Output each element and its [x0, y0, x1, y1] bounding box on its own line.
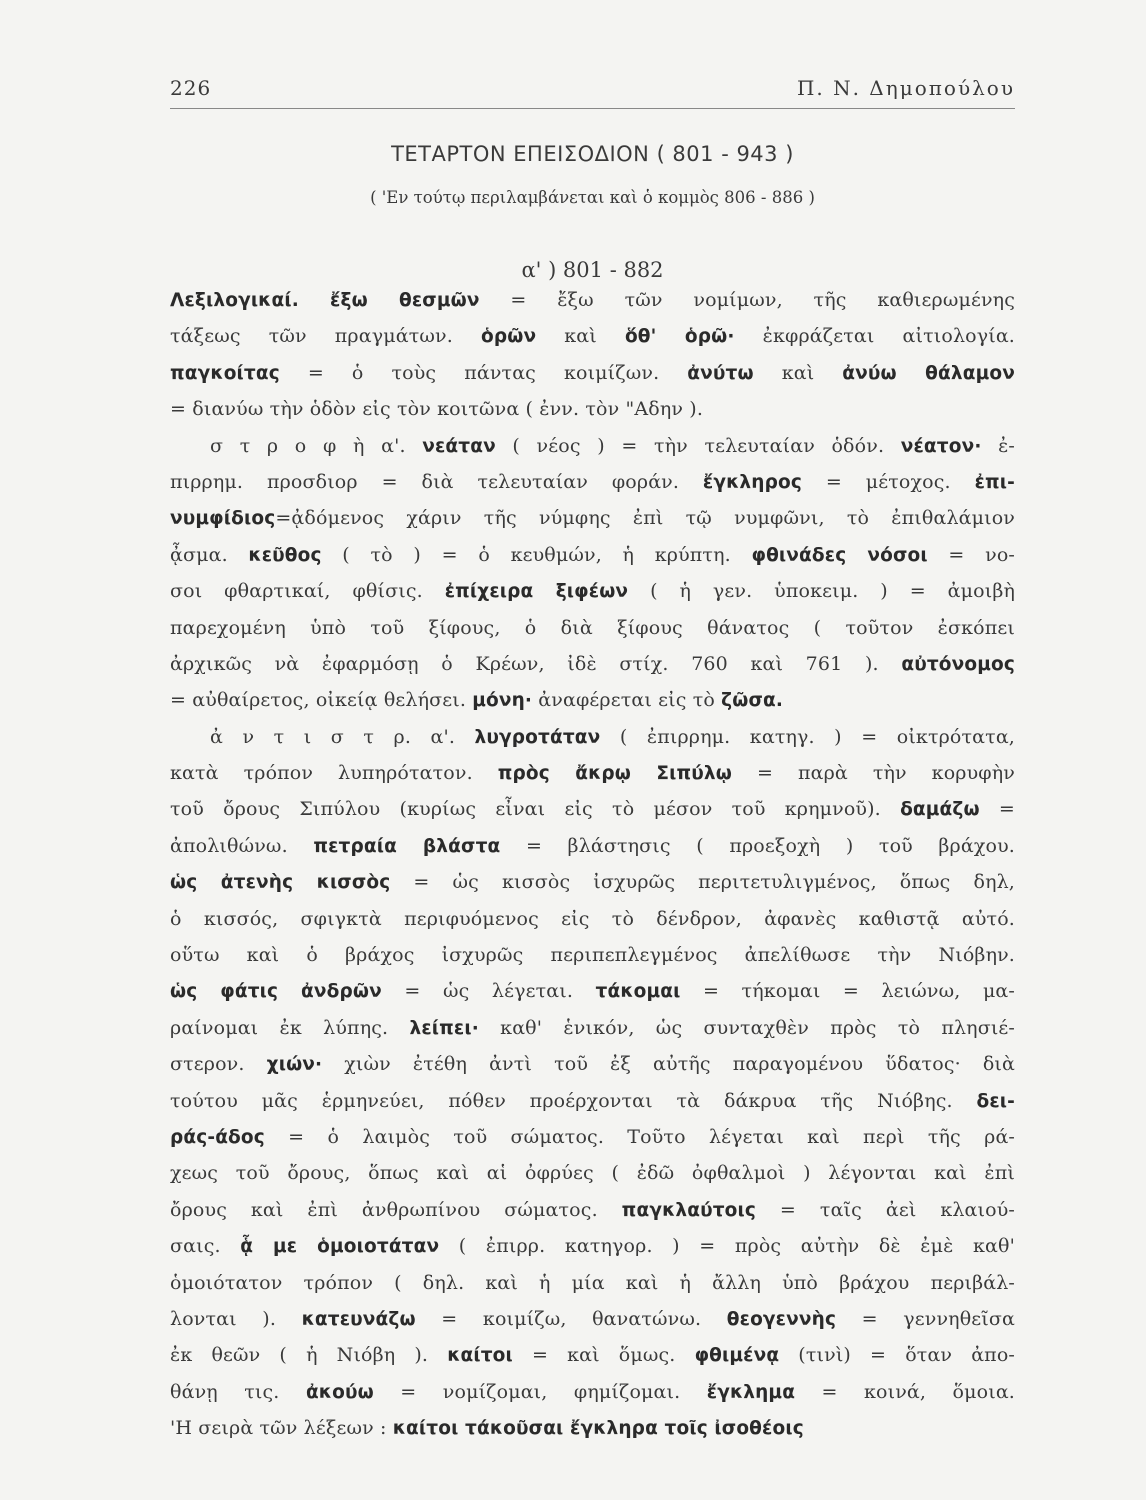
- gloss-text: σ τ ρ ο φ ὴ α'.: [210, 434, 423, 457]
- page-header: [170, 72, 1015, 108]
- gloss-text: = καὶ ὅμως.: [512, 1344, 695, 1367]
- lemma-term: ράς-άδος: [170, 1126, 265, 1148]
- gloss-text: ὄρους καὶ ἐπὶ ἀνθρωπίνου σώματος.: [170, 1198, 622, 1221]
- gloss-text: στερον.: [170, 1053, 267, 1076]
- text-line: [170, 1228, 1015, 1264]
- lemma-term: χιών·: [266, 1054, 323, 1076]
- gloss-text: = ὡς κισσὸς ἰσχυρῶς περιτετυλιγμένος, ὅπως δηλ,: [390, 871, 1015, 894]
- chapter-subtitle: ( 'Εν τούτῳ περιλαμβάνεται καὶ ὁ κομμὸς 806 - 886 ): [370, 188, 815, 207]
- gloss-text: ὁμοιότατον τρόπον ( δηλ. καὶ ἡ μία καὶ ἡ ἄλλη ὑπὸ βράχου περιβάλ-: [170, 1271, 1015, 1294]
- lemma-term: θεογεννὴς: [726, 1308, 837, 1330]
- lemma-term: ὁρῶν: [480, 326, 537, 348]
- lemma-term: λείπει·: [409, 1017, 479, 1039]
- text-line: [170, 1301, 1015, 1337]
- gloss-text: ἀναφέρεται εἰς τὸ: [532, 689, 722, 712]
- gloss-text: χιὼν ἐτέθη ἀντὶ τοῦ ἐξ αὐτῆς παραγομένου ὕδατος· διὰ: [322, 1053, 1015, 1076]
- gloss-text: ( ἡ γεν. ὑποκειμ. ) = ἀμοιβὴ: [628, 580, 1015, 603]
- lemma-term: ἐπι-: [974, 471, 1015, 493]
- text-line: [170, 1192, 1015, 1228]
- text-line: [170, 1265, 1015, 1301]
- gloss-text: = ὁ τοὺς πάντας κοιμίζων.: [279, 361, 688, 384]
- gloss-text: = ὁ λαιμὸς τοῦ σώματος. Τοῦτο λέγεται καὶ περὶ τῆς ρά-: [264, 1125, 1015, 1148]
- lemma-term: ζῶσα.: [721, 690, 784, 712]
- lemma-term: καίτοι: [447, 1345, 513, 1367]
- gloss-text: οὕτω καὶ ὁ βράχος ἰσχυρῶς περιπεπλεγμένος ἀπελίθωσε τὴν Νιόβην.: [170, 944, 1015, 967]
- lemma-term: φθιμένᾳ: [694, 1345, 780, 1367]
- gloss-text: χεως τοῦ ὄρους, ὅπως καὶ αἱ ὀφρύες ( ἐδῶ ὀφθαλμοὶ ) λέγονται καὶ ἐπὶ: [170, 1162, 1015, 1185]
- gloss-text: ραίνομαι ἐκ λύπης.: [170, 1016, 410, 1039]
- lemma-term: κατευνάζω: [301, 1308, 416, 1330]
- gloss-text: καὶ: [753, 361, 843, 384]
- lemma-term: ἐπίχειρα ξιφέων: [444, 581, 629, 603]
- gloss-text: ἐκ θεῶν ( ἡ Νιόβη ).: [170, 1344, 448, 1367]
- gloss-text: = ἔξω τῶν νομίμων, τῆς καθιερωμένης: [479, 289, 1015, 311]
- text-line: [170, 1083, 1015, 1119]
- chapter-title: ΤΕΤΑΡΤΟΝ ΕΠΕΙΣΟΔΙΟΝ ( 801 - 943 ): [391, 142, 794, 166]
- gloss-text: ἀ ν τ ι σ τ ρ. α'.: [210, 725, 475, 748]
- gloss-text: ἀρχικῶς νὰ ἐφαρμόσῃ ὁ Κρέων, ἰδὲ στίχ. 760 καὶ 761 ).: [170, 652, 902, 675]
- text-line: [170, 1119, 1015, 1155]
- gloss-text: τάξεως τῶν πραγμάτων.: [170, 325, 481, 348]
- text-line: [170, 1374, 1015, 1410]
- running-head: Π. Ν. Δημοπούλου: [796, 76, 1015, 100]
- gloss-text: τούτου μᾶς ἑρμηνεύει, πόθεν προέρχονται τὰ δάκρυα τῆς Νιόβης.: [170, 1089, 977, 1112]
- lemma-term: ἔγκλημα: [706, 1381, 796, 1403]
- text-line: [170, 610, 1015, 646]
- gloss-text: = ὡς λέγεται.: [381, 980, 596, 1003]
- section-label: α' ) 801 - 882: [521, 258, 664, 282]
- gloss-text: καὶ: [536, 325, 625, 348]
- text-line: [170, 755, 1015, 791]
- header-rule: [170, 108, 1015, 109]
- lemma-term: παγκλαύτοις: [621, 1199, 757, 1221]
- gloss-text: παρεχομένη ὑπὸ τοῦ ξίφους, ὁ διὰ ξίφους θάνατος ( τοῦτον ἐσκόπει: [170, 616, 1015, 639]
- lemma-term: παγκοίτας: [170, 362, 280, 384]
- lemma-term: Λεξιλογικαί.: [170, 290, 331, 311]
- lemma-term: νυμφίδιος: [170, 508, 276, 530]
- gloss-text: ( ἐπιρρημ. κατηγ. ) = οἰκτρότατα,: [600, 725, 1015, 748]
- gloss-text: σοι φθαρτικαί, φθίσις.: [170, 580, 445, 603]
- lemma-term: νεάταν: [422, 435, 496, 457]
- lemma-term: ἀνύω θάλαμον: [842, 362, 1015, 384]
- gloss-text: πιρρημ. προσδιορ = διὰ τελευταίαν φοράν.: [170, 470, 703, 493]
- text-line: [170, 464, 1015, 500]
- commentary-text: [170, 282, 1015, 1447]
- gloss-text: σαις.: [170, 1235, 241, 1258]
- gloss-text: = κοιμίζω, θανατώνω.: [415, 1307, 727, 1330]
- lemma-term: αὐτόνομος: [901, 653, 1015, 675]
- lemma-term: ἔξω θεσμῶν: [330, 290, 480, 311]
- gloss-text: ᾆσμα.: [170, 543, 249, 566]
- text-line: [170, 500, 1015, 536]
- lemma-term: ᾇ με ὁμοιοτάταν: [240, 1236, 440, 1258]
- lemma-term: ὅθ' ὁρῶ·: [624, 326, 735, 348]
- page-number: 226: [170, 76, 212, 100]
- text-line: [170, 646, 1015, 682]
- lemma-term: πρὸς ἄκρῳ Σιπύλῳ: [497, 763, 733, 785]
- gloss-text: = μέτοχος.: [801, 470, 975, 493]
- gloss-text: ὁ κισσός, σφιγκτὰ περιφυόμενος εἰς τὸ δένδρον, ἀφανὲς καθιστᾷ αὐτό.: [170, 907, 1015, 930]
- text-line: [170, 828, 1015, 864]
- lemma-term: φθινάδες νόσοι: [751, 544, 928, 566]
- gloss-text: (τινὶ) = ὅταν ἀπο-: [779, 1344, 1015, 1367]
- gloss-text: = αὐθαίρετος, οἰκείᾳ θελήσει.: [170, 689, 473, 712]
- text-line: [170, 937, 1015, 973]
- gloss-text: καθ' ἑνικόν, ὡς συνταχθὲν πρὸς τὸ πλησιέ-: [478, 1016, 1015, 1039]
- text-line: [170, 1155, 1015, 1191]
- text-line: [170, 719, 1015, 755]
- text-line: [170, 1337, 1015, 1373]
- gloss-text: κατὰ τρόπον λυπηρότατον.: [170, 762, 498, 785]
- gloss-text: ( ἐπιρρ. κατηγορ. ) = πρὸς αὐτὴν δὲ ἐμὲ καθ': [439, 1235, 1015, 1258]
- lemma-term: λυγροτάταν: [474, 726, 601, 748]
- text-line: [170, 1010, 1015, 1046]
- text-line: [170, 537, 1015, 573]
- lemma-term: ἀκούω: [305, 1381, 374, 1403]
- text-line: [170, 282, 1015, 318]
- gloss-text: θάνῃ τις.: [170, 1380, 306, 1403]
- gloss-text: = γεννηθεῖσα: [836, 1307, 1015, 1330]
- gloss-text: = ταῖς ἀεὶ κλαιού-: [756, 1198, 1015, 1221]
- gloss-text: ( τὸ ) = ὁ κευθμών, ἡ κρύπτη.: [321, 543, 752, 566]
- gloss-text: ἀπολιθώνω.: [170, 834, 314, 857]
- gloss-text: ἐκφράζεται αἰτιολογία.: [734, 325, 1015, 348]
- lemma-term: ἔγκληρος: [702, 471, 802, 493]
- lemma-term: κεῦθος: [248, 544, 322, 566]
- gloss-text: 'Η σειρὰ τῶν λέξεων :: [170, 1417, 393, 1440]
- gloss-text: ( νέος ) = τὴν τελευταίαν ὁδόν.: [495, 434, 901, 457]
- text-line: [170, 355, 1015, 391]
- lemma-term: μόνη·: [472, 690, 533, 712]
- gloss-text: = βλάστησις ( προεξοχὴ ) τοῦ βράχου.: [500, 834, 1015, 857]
- text-line: [170, 1410, 1015, 1446]
- gloss-text: = παρὰ τὴν κορυφὴν: [732, 762, 1015, 785]
- gloss-text: =ᾀδόμενος χάριν τῆς νύμφης ἐπὶ τῷ νυμφῶνι, τὸ ἐπιθαλάμιον: [275, 507, 1015, 530]
- gloss-text: λονται ).: [170, 1307, 302, 1330]
- text-line: [170, 864, 1015, 900]
- gloss-text: =: [979, 798, 1015, 821]
- gloss-text: = νο-: [927, 543, 1015, 566]
- lemma-term: ὡς φάτις ἀνδρῶν: [170, 981, 382, 1003]
- gloss-text: = τήκομαι = λειώνω, μα-: [680, 980, 1015, 1003]
- lemma-term: καίτοι τάκοῦσαι ἔγκληρα τοῖς ἰσοθέοις: [392, 1418, 804, 1440]
- text-line: [170, 428, 1015, 464]
- lemma-term: ἀνύτω: [687, 362, 754, 384]
- text-line: [170, 1046, 1015, 1082]
- text-line: [170, 682, 1015, 718]
- text-line: [170, 791, 1015, 827]
- gloss-text: τοῦ ὄρους Σιπύλου (κυρίως εἶναι εἰς τὸ μέσον τοῦ κρημνοῦ).: [170, 798, 901, 821]
- lemma-term: τάκομαι: [595, 981, 681, 1003]
- text-line: [170, 901, 1015, 937]
- lemma-term: πετραία βλάστα: [313, 835, 501, 857]
- gloss-text: = νομίζομαι, φημίζομαι.: [373, 1380, 707, 1403]
- lemma-term: νέατον·: [900, 435, 982, 457]
- gloss-text: ἐ-: [981, 434, 1015, 457]
- lemma-term: ὡς ἀτενὴς κισσὸς: [170, 872, 391, 894]
- gloss-text: = κοινά, ὅμοια.: [795, 1380, 1015, 1403]
- text-line: [170, 573, 1015, 609]
- lemma-term: δει-: [976, 1090, 1015, 1112]
- text-line: [170, 973, 1015, 1009]
- gloss-text: = διανύω τὴν ὁδὸν εἰς τὸν κοιτῶνα ( ἐνν. τὸν "Αδην ).: [170, 398, 704, 421]
- lemma-term: δαμάζω: [900, 799, 980, 821]
- text-line: [170, 391, 1015, 427]
- text-line: [170, 318, 1015, 354]
